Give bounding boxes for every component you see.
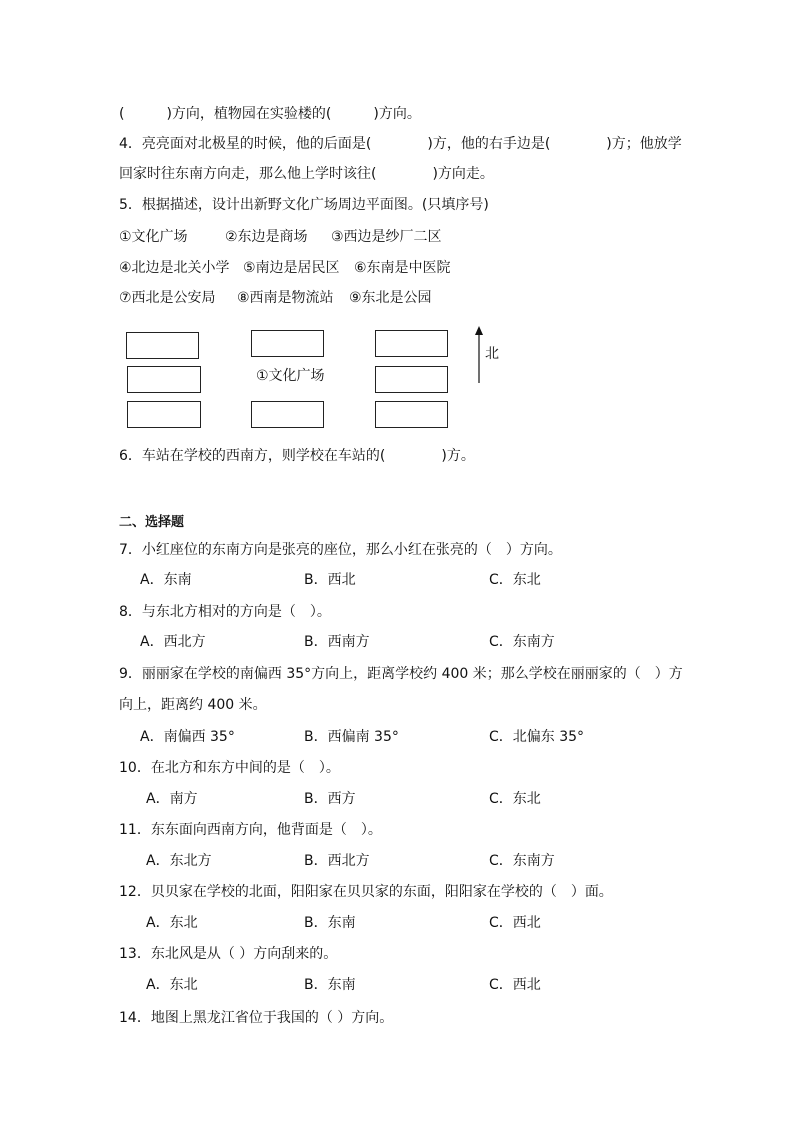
q11-stem: 11．东东面向西南方向，他背面是（ ）。 — [119, 822, 382, 838]
q5-clue-4: ④北边是北关小学 — [119, 260, 230, 276]
q7-option-b[interactable]: B．西北 — [304, 572, 356, 588]
q9-option-b[interactable]: B．西偏南 35° — [304, 729, 399, 745]
q8-option-a[interactable]: A．西北方 — [140, 634, 206, 650]
answer-box-west[interactable] — [127, 366, 201, 393]
answer-box-east[interactable] — [375, 366, 448, 393]
q6-text: 6．车站在学校的西南方，则学校在车站的( )方。 — [119, 448, 475, 464]
q3-tail-text: ( )方向，植物园在实验楼的( )方向。 — [119, 106, 421, 122]
q5-clue-2: ②东边是商场 — [225, 229, 308, 245]
answer-box-south[interactable] — [251, 401, 324, 428]
north-arrow-icon — [472, 326, 486, 384]
center-plaza-label: ①文化广场 — [256, 368, 325, 384]
q11-option-b[interactable]: B．西北方 — [304, 853, 370, 869]
q13-option-b[interactable]: B．东南 — [304, 977, 356, 993]
q10-option-b[interactable]: B．西方 — [304, 791, 356, 807]
q4-line1: 4．亮亮面对北极星的时候，他的后面是( )方，他的右手边是( )方；他放学 — [119, 136, 682, 152]
q5-clue-8: ⑧西南是物流站 — [237, 290, 334, 306]
q9-line1: 9．丽丽家在学校的南偏西 35°方向上，距离学校约 400 米；那么学校在丽丽家的（ ）方 — [119, 666, 683, 682]
q7-stem: 7．小红座位的东南方向是张亮的座位，那么小红在张亮的（ ）方向。 — [119, 542, 562, 558]
q8-stem: 8．与东北方相对的方向是（ ）。 — [119, 604, 331, 620]
q12-option-b[interactable]: B．东南 — [304, 915, 356, 931]
q9-line2: 向上，距离约 400 米。 — [119, 697, 267, 713]
q14-stem: 14．地图上黑龙江省位于我国的（ ）方向。 — [119, 1010, 394, 1026]
q5-clue-3: ③西边是纱厂二区 — [331, 229, 442, 245]
q11-option-c[interactable]: C．东南方 — [489, 853, 555, 869]
q12-option-a[interactable]: A．东北 — [146, 915, 198, 931]
q9-option-a[interactable]: A．南偏西 35° — [140, 729, 235, 745]
q10-option-c[interactable]: C．东北 — [489, 791, 541, 807]
q13-option-a[interactable]: A．东北 — [146, 977, 198, 993]
q5-clue-1: ①文化广场 — [119, 229, 188, 245]
q13-stem: 13．东北风是从（ ）方向刮来的。 — [119, 946, 338, 962]
q8-option-b[interactable]: B．西南方 — [304, 634, 370, 650]
answer-box-north[interactable] — [251, 330, 324, 357]
q8-option-c[interactable]: C．东南方 — [489, 634, 555, 650]
answer-box-southeast[interactable] — [375, 401, 448, 428]
q5-stem: 5．根据描述，设计出新野文化广场周边平面图。(只填序号) — [119, 197, 489, 213]
q5-clue-9: ⑨东北是公园 — [349, 290, 432, 306]
q7-option-c[interactable]: C．东北 — [489, 572, 541, 588]
q7-option-a[interactable]: A．东南 — [140, 572, 192, 588]
answer-box-northeast[interactable] — [375, 330, 448, 357]
q5-clue-6: ⑥东南是中医院 — [354, 260, 451, 276]
q5-clue-5: ⑤南边是居民区 — [243, 260, 340, 276]
q5-clue-7: ⑦西北是公安局 — [119, 290, 216, 306]
q11-option-a[interactable]: A．东北方 — [146, 853, 212, 869]
q10-option-a[interactable]: A．南方 — [146, 791, 198, 807]
q9-option-c[interactable]: C．北偏东 35° — [489, 729, 585, 745]
q13-option-c[interactable]: C．西北 — [489, 977, 541, 993]
q12-option-c[interactable]: C．西北 — [489, 915, 541, 931]
q10-stem: 10．在北方和东方中间的是（ ）。 — [119, 760, 340, 776]
answer-box-southwest[interactable] — [127, 401, 201, 428]
answer-box-northwest[interactable] — [126, 332, 199, 359]
q4-line2: 回家时往东南方向走，那么他上学时该往( )方向走。 — [119, 166, 494, 182]
section-title: 二、选择题 — [119, 515, 185, 530]
q12-stem: 12．贝贝家在学校的北面，阳阳家在贝贝家的东面，阳阳家在学校的（ ）面。 — [119, 884, 613, 900]
north-label: 北 — [485, 346, 499, 362]
